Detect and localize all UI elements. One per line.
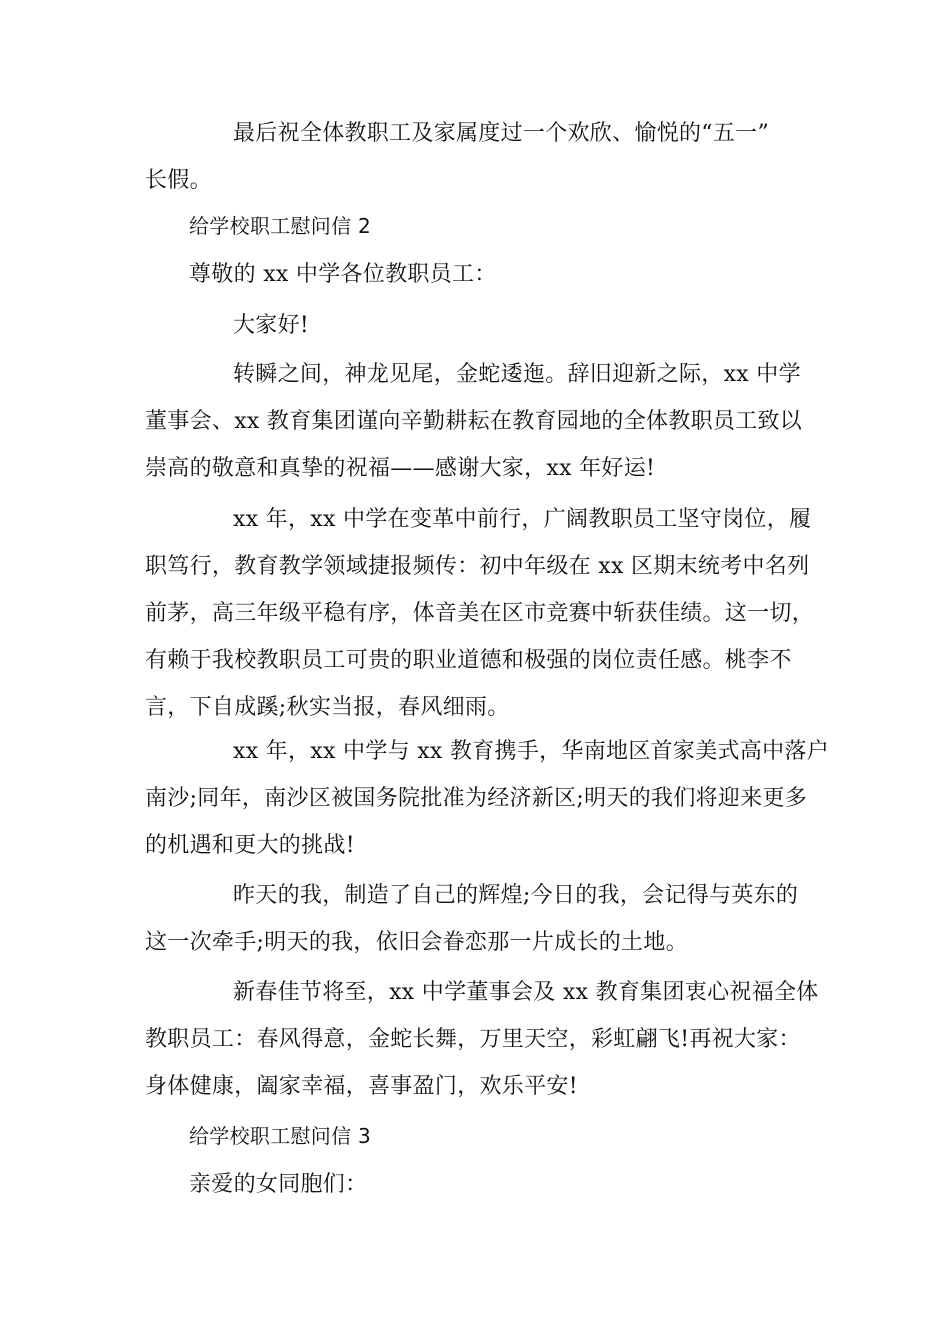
paragraph-line: 崇高的敬意和真挚的祝福——感谢大家，xx 年好运! [145, 456, 656, 481]
paragraph-line: 昨天的我，制造了自己的辉煌;今日的我，会记得与英东的 [233, 883, 799, 908]
letter2-greeting-block [145, 302, 825, 349]
letter3-salutation-block [145, 1161, 825, 1208]
closing-line-1: 最后祝全体教职工及家属度过一个欢欣、愉悦的“五一” [233, 121, 769, 146]
closing-line-2: 长假。 [145, 168, 212, 193]
paragraph-line: 新春佳节将至，xx 中学董事会及 xx 教育集团衷心祝福全体 [233, 980, 819, 1005]
letter3-title: 给学校职工慰问信 3 [189, 1124, 372, 1148]
letter2-greeting: 大家好! [233, 313, 310, 338]
letter2-paragraph-3 [145, 728, 830, 869]
letter2-salutation-block [145, 251, 825, 298]
paragraph-line: 言，下自成蹊;秋实当报，春风细雨。 [145, 695, 510, 720]
letter2-title-block [145, 203, 825, 250]
letter2-title: 给学校职工慰问信 2 [189, 214, 372, 238]
paragraph-line: 这一次牵手;明天的我，依旧会眷恋那一片成长的土地。 [145, 930, 688, 955]
letter3-salutation: 亲爱的女同胞们： [189, 1172, 368, 1197]
letter2-salutation: 尊敬的 xx 中学各位教职员工： [189, 262, 497, 287]
paragraph-line: xx 年，xx 中学在变革中前行，广阔教职员工坚守岗位，履 [233, 507, 812, 532]
letter3-title-block [145, 1113, 825, 1160]
paragraph-line: 的机遇和更大的挑战! [145, 833, 355, 858]
letter2-paragraph-5 [145, 969, 825, 1110]
paragraph-line: 前茅，高三年级平稳有序，体音美在区市竞赛中斩获佳绩。这一切， [145, 601, 815, 626]
closing-paragraph [145, 110, 825, 204]
paragraph-line: 有赖于我校教职员工可贵的职业道德和极强的岗位责任感。桃李不 [145, 648, 792, 673]
paragraph-line: 转瞬之间，神龙见尾，金蛇逶迤。辞旧迎新之际，xx 中学 [233, 362, 801, 387]
paragraph-line: 教职员工：春风得意，金蛇长舞，万里天空，彩虹翩飞!再祝大家： [145, 1027, 801, 1052]
letter2-paragraph-4 [145, 872, 825, 966]
letter2-paragraph-2 [145, 496, 825, 731]
paragraph-line: 南沙;同年，南沙区被国务院批准为经济新区;明天的我们将迎来更多 [145, 786, 808, 811]
paragraph-line: 职笃行，教育教学领域捷报频传：初中年级在 xx 区期末统考中名列 [145, 554, 810, 579]
paragraph-line: xx 年，xx 中学与 xx 教育携手，华南地区首家美式高中落户 [233, 739, 830, 764]
paragraph-line: 身体健康，阖家幸福，喜事盈门，欢乐平安! [145, 1074, 578, 1099]
letter2-paragraph-1 [145, 351, 825, 492]
paragraph-line: 董事会、xx 教育集团谨向辛勤耕耘在教育园地的全体教职员工致以 [145, 409, 803, 434]
